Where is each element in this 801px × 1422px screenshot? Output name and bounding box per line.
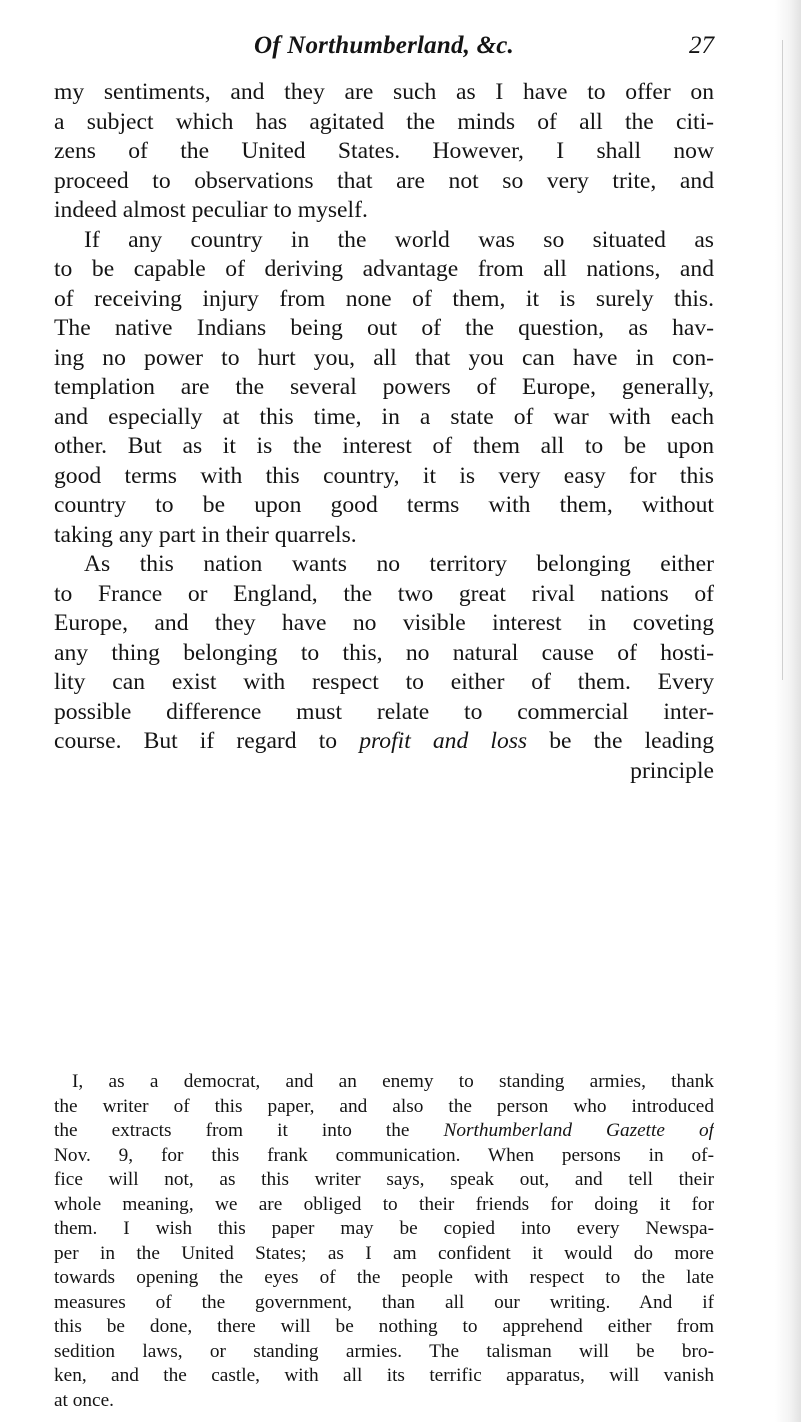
catchword: principle [630, 757, 714, 784]
text-line: good terms with this country, it is very easy for this [54, 462, 714, 489]
text-line: lity can exist with respect to either of them. Every [54, 669, 714, 695]
running-title: Of Northumberland, &c. [254, 32, 514, 59]
footnote-line: I, as a democrat, and an enemy to standing armies, thank [72, 1071, 714, 1092]
page-number: 27 [689, 32, 714, 59]
footnote-line: measures of the government, than all our writing. And if [54, 1291, 714, 1313]
italic-phrase: profit and loss [359, 728, 528, 754]
text-line: templation are the several powers of Europe, generally, [54, 374, 714, 400]
page-edge-line [782, 40, 783, 680]
text-line: indeed almost peculiar to myself. [54, 197, 368, 223]
body-text [54, 78, 714, 786]
text-line: country to be upon good terms with them, without [54, 492, 714, 518]
footnote-line: at once. [54, 1389, 114, 1411]
text-line: and especially at this time, in a state of war with each [54, 403, 714, 430]
text-line: The native Indians being out of the question, as hav- [54, 315, 714, 341]
text-line-mixed [54, 727, 714, 757]
footnote-line: whole meaning, we are obliged to their friends for doing it for [54, 1193, 714, 1215]
footnote-line: towards opening the eyes of the people with respect to the late [54, 1267, 714, 1288]
text-segment: be the leading [527, 728, 714, 754]
text-line: to France or England, the two great rival nations of [54, 580, 714, 607]
footnote [54, 1070, 714, 1413]
text-line: Europe, and they have no visible interest in coveting [54, 610, 714, 636]
text-line: to be capable of deriving advantage from all nations, and [54, 256, 714, 282]
italic-phrase: Northumberland Gazette of [443, 1120, 714, 1141]
text-segment: course. But if regard to [54, 728, 360, 754]
footnote-line: them. I wish this paper may be copied into every Newspa- [54, 1218, 714, 1239]
text-line: of receiving injury from none of them, it is surely this. [54, 285, 714, 312]
text-line: proceed to observations that are not so very trite, and [54, 167, 714, 194]
running-head [54, 26, 714, 66]
text-line: ing no power to hurt you, all that you can have in con- [54, 344, 714, 371]
text-line: possible difference must relate to commercial inter- [54, 698, 714, 725]
footnote-line: the writer of this paper, and also the person who introduced [54, 1095, 714, 1117]
text-line: any thing belonging to this, no natural cause of hosti- [54, 639, 714, 666]
footnote-line: fice will not, as this writer says, speak out, and tell their [54, 1169, 714, 1190]
text-line: a subject which has agitated the minds of all the citi- [54, 108, 714, 135]
footnote-line: sedition laws, or standing armies. The talisman will be bro- [54, 1340, 714, 1362]
text-line: As this nation wants no territory belonging either [84, 551, 714, 577]
text-line: If any country in the world was so situated as [84, 226, 714, 253]
footnote-line: this be done, there will be nothing to apprehend either from [54, 1316, 714, 1337]
text-line: zens of the United States. However, I shall now [54, 138, 714, 164]
text-line: other. But as it is the interest of them all to be upon [54, 433, 714, 459]
footnote-line: per in the United States; as I am confident it would do more [54, 1242, 714, 1264]
footnote-line-mixed [54, 1119, 714, 1144]
text-segment: the extracts from it into the [54, 1120, 444, 1141]
text-line: taking any part in their quarrels. [54, 521, 357, 548]
footnote-line: ken, and the castle, with all its terrific apparatus, will vanish [54, 1365, 714, 1386]
page-edge-shadow [775, 0, 801, 1422]
footnote-line: Nov. 9, for this frank communication. When persons in of- [54, 1144, 714, 1166]
text-line: my sentiments, and they are such as I have to offer on [54, 79, 714, 105]
